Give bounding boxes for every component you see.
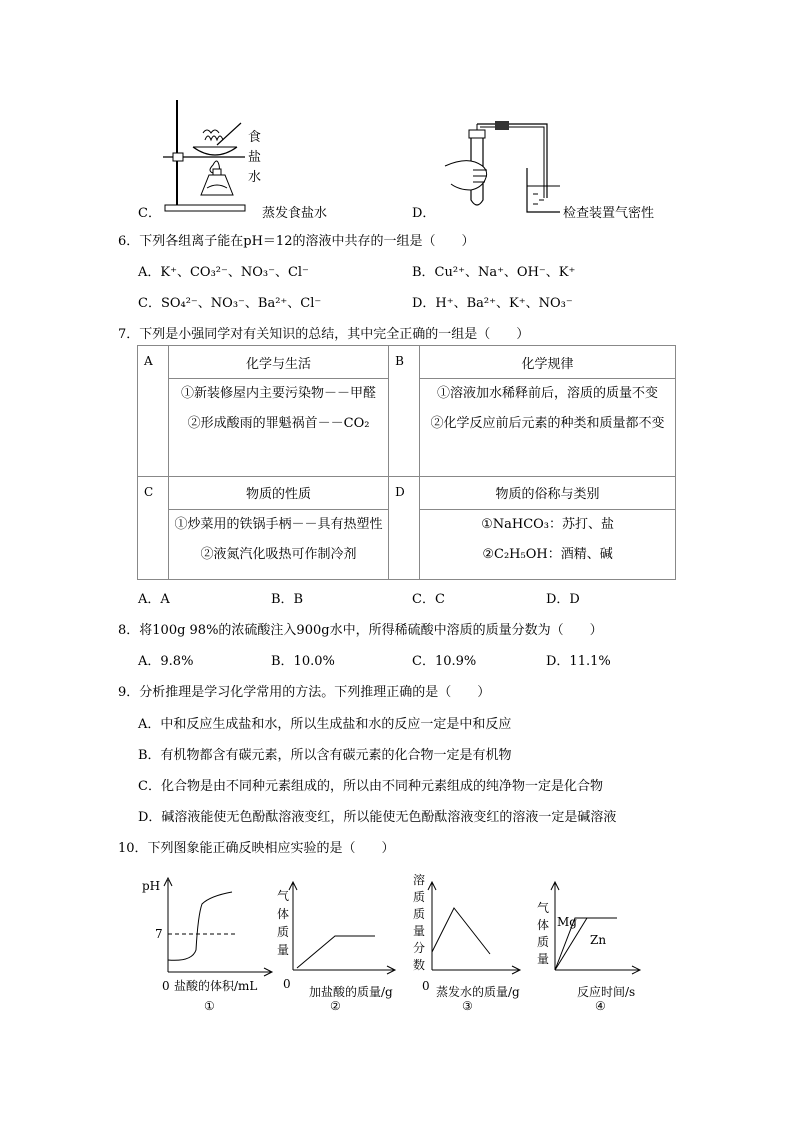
graph-1-ylabel: pH — [142, 879, 161, 893]
option-d-label: D． — [412, 206, 436, 221]
q6-option-c: C．SO₄²⁻、NO₃⁻、Ba²⁺、Cl⁻ — [138, 296, 322, 311]
cell-a-letter: A — [138, 346, 169, 477]
graph-2-origin: 0 — [283, 977, 291, 991]
graph-2-gas-mass — [275, 870, 410, 1015]
option-c-label: C． — [138, 206, 161, 221]
cell-c-body: ①炒菜用的铁锅手柄－－具有热塑性 ②液氮汽化吸热可作制冷剂 — [169, 510, 389, 580]
graph-3-solute-fraction — [410, 870, 550, 1015]
q9-stem: 9．分析推理是学习化学常用的方法。下列推理正确的是（ ） — [118, 685, 491, 700]
airtightness-check-figure — [435, 118, 560, 218]
c-caption: 蒸发食盐水 — [262, 206, 328, 221]
graph-4-series-zn: Zn — [590, 933, 607, 947]
q9-option-b: B．有机物都含有碳元素，所以含有碳元素的化合物一定是有机物 — [138, 748, 512, 763]
q6-option-d: D．H⁺、Ba²⁺、K⁺、NO₃⁻ — [412, 296, 573, 311]
graph-4-mg-zn — [535, 870, 660, 1015]
q7-stem: 7．下列是小强同学对有关知识的总结，其中完全正确的一组是（ ） — [118, 327, 530, 342]
cell-b-head: 化学规律 — [420, 346, 676, 379]
q6-stem: 6．下列各组离子能在pH＝12的溶液中共存的一组是（ ） — [118, 234, 475, 249]
cell-d-letter: D — [389, 476, 420, 579]
graph-4-series-mg: Mg — [557, 915, 577, 929]
cell-d-body: ①NaHCO₃：苏打、盐 ②C₂H₅OH：酒精、碱 — [420, 510, 676, 580]
q8-option-c: C．10.9% — [412, 654, 477, 669]
d-caption: 检查装置气密性 — [563, 206, 655, 221]
q8-option-d: D．11.1% — [546, 654, 611, 669]
cell-c-letter: C — [138, 476, 169, 579]
q8-option-a: A．9.8% — [138, 654, 194, 669]
cell-b-letter: B — [389, 346, 420, 477]
graph-1-ph-curve — [140, 870, 275, 1015]
graph-4-ylabel: 气体质量 — [537, 901, 550, 966]
graph-4-xlabel: 反应时间/s — [577, 985, 636, 999]
c-side-label: 食盐水 — [248, 130, 262, 185]
cell-d-head: 物质的俗称与类别 — [420, 476, 676, 509]
cell-b-body: ①溶液加水稀释前后，溶质的质量不变 ②化学反应前后元素的种类和质量都不变 — [420, 379, 676, 476]
graph-4-number: ④ — [595, 999, 606, 1013]
graph-1-number: ① — [204, 999, 215, 1013]
cell-a-body: ①新装修屋内主要污染物－－甲醛 ②形成酸雨的罪魁祸首－－CO₂ — [169, 379, 389, 476]
graph-3-ylabel: 溶质质量分数 — [413, 873, 426, 972]
q8-stem: 8．将100g 98%的浓硫酸注入900g水中，所得稀硫酸中溶质的质量分数为（ ） — [118, 623, 603, 638]
q9-option-c: C．化合物是由不同种元素组成的，所以由不同种元素组成的纯净物一定是化合物 — [138, 779, 603, 794]
q6-option-b: B．Cu²⁺、Na⁺、OH⁻、K⁺ — [412, 265, 576, 280]
graph-3-xlabel: 蒸发水的质量/g — [436, 985, 520, 999]
graph-1-origin: 0 — [162, 979, 170, 993]
q7-option-c: C．C — [412, 592, 445, 607]
graph-1-tick: 7 — [155, 927, 163, 941]
cell-c-head: 物质的性质 — [169, 476, 389, 509]
q9-option-a: A．中和反应生成盐和水，所以生成盐和水的反应一定是中和反应 — [138, 717, 512, 732]
q6-option-a: A．K⁺、CO₃²⁻、NO₃⁻、Cl⁻ — [138, 265, 309, 280]
cell-a-head: 化学与生活 — [169, 346, 389, 379]
graph-2-number: ② — [330, 999, 341, 1013]
knowledge-summary-table — [137, 345, 676, 580]
graph-1-xlabel: 盐酸的体积/mL — [174, 979, 258, 993]
q10-stem: 10．下列图象能正确反映相应实验的是（ ） — [118, 841, 395, 856]
graph-3-number: ③ — [462, 999, 473, 1013]
q7-option-d: D．D — [546, 592, 580, 607]
q7-option-b: B．B — [271, 592, 304, 607]
q9-option-d: D．碱溶液能使无色酚酞溶液变红，所以能使无色酚酞溶液变红的溶液一定是碱溶液 — [138, 810, 617, 825]
q8-option-b: B．10.0% — [271, 654, 335, 669]
graph-2-ylabel: 气体质量 — [277, 889, 290, 957]
q7-option-a: A．A — [138, 592, 170, 607]
graph-2-xlabel: 加盐酸的质量/g — [309, 985, 393, 999]
graph-3-origin: 0 — [422, 979, 430, 993]
